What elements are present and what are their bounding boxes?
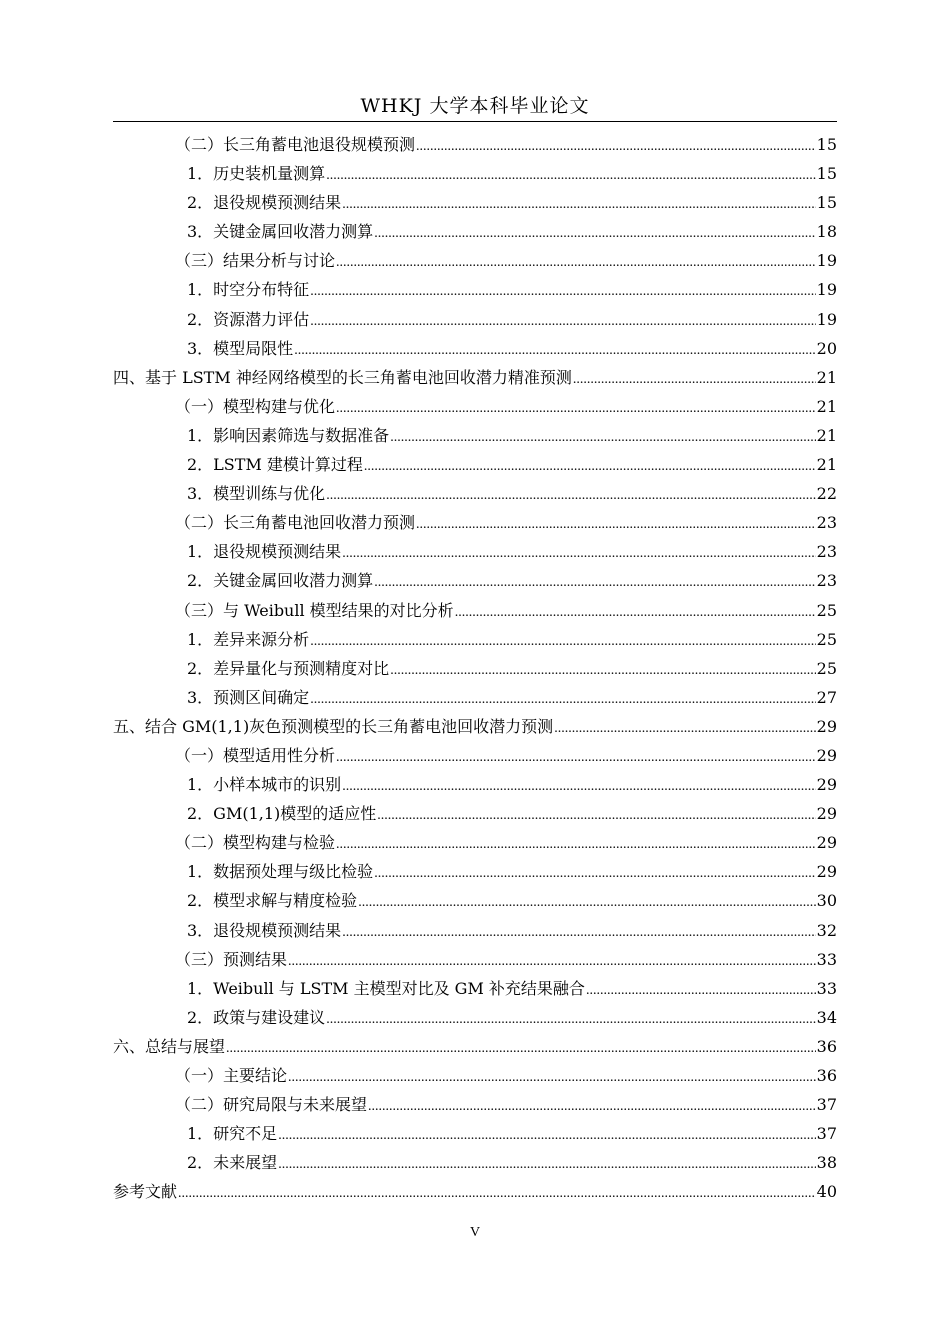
toc-entry[interactable] [113, 366, 837, 395]
toc-entry[interactable] [113, 1064, 837, 1093]
toc-entry-label: 1．Weibull 与 LSTM 主模型对比及 GM 补充结果融合 [187, 978, 585, 998]
toc-entry-label: 2．GM(1,1)模型的适应性 [187, 804, 377, 824]
toc-entry-page: 37 [816, 1095, 837, 1115]
toc-entry[interactable] [113, 802, 837, 831]
toc-entry-page: 19 [816, 251, 837, 271]
toc-entry[interactable] [113, 1122, 837, 1151]
page-number: V [469, 1225, 481, 1240]
toc-entry[interactable] [113, 1035, 837, 1064]
dot-leader [455, 601, 816, 625]
toc-entry[interactable] [113, 278, 837, 307]
toc-entry[interactable] [113, 337, 837, 366]
toc-entry[interactable] [113, 657, 837, 686]
toc-entry-label: （二）模型构建与检验 [175, 833, 336, 853]
dot-leader [364, 455, 816, 479]
toc-entry-page: 15 [816, 193, 837, 213]
toc-entry[interactable] [113, 482, 837, 511]
toc-entry-page: 25 [816, 629, 837, 649]
dot-leader [278, 1153, 815, 1177]
toc-entry-label: 五、结合 GM(1,1)灰色预测模型的长三角蓄电池回收潜力预测 [113, 716, 554, 736]
toc-entry[interactable] [113, 1006, 837, 1035]
dot-leader [226, 1037, 816, 1061]
toc-entry-page: 22 [816, 484, 837, 504]
toc-entry-label: 2．政策与建设建议 [187, 1007, 326, 1027]
dot-leader [374, 862, 815, 886]
dot-leader [573, 368, 816, 392]
toc-entry[interactable] [113, 889, 837, 918]
dot-leader [178, 1182, 816, 1206]
toc-entry-page: 29 [816, 833, 837, 853]
toc-entry[interactable] [113, 395, 837, 424]
dot-leader [310, 310, 815, 334]
toc-entry-page: 36 [816, 1066, 837, 1085]
toc-entry-page: 18 [816, 222, 837, 242]
toc-entry-page: 27 [816, 687, 837, 707]
dot-leader [358, 891, 815, 915]
toc-entry-label: 1．历史装机量测算 [187, 164, 326, 184]
dot-leader [336, 833, 816, 857]
toc-entry[interactable] [113, 453, 837, 482]
toc-entry[interactable] [113, 599, 837, 628]
toc-entry-label: 2．资源潜力评估 [187, 309, 310, 329]
toc-entry[interactable] [113, 162, 837, 191]
toc-entry-label: （二）研究局限与未来展望 [175, 1095, 368, 1115]
running-header-title: WHKJ 大学本科毕业论文 [360, 95, 590, 117]
toc-entry[interactable] [113, 860, 837, 889]
toc-entry-label: （一）模型构建与优化 [175, 396, 336, 416]
toc-entry[interactable] [113, 948, 837, 977]
toc-entry[interactable] [113, 977, 837, 1006]
dot-leader [342, 921, 815, 945]
toc-entry-page: 19 [816, 309, 837, 329]
toc-entry-page: 33 [816, 978, 837, 998]
toc-entry-page: 23 [816, 542, 837, 562]
toc-entry-page: 21 [816, 367, 837, 387]
dot-leader [326, 164, 815, 188]
toc-entry-label: （二）长三角蓄电池退役规模预测 [175, 135, 416, 154]
toc-entry-label: 2．差异量化与预测精度对比 [187, 658, 390, 678]
toc-entry-label: 3．预测区间确定 [187, 687, 310, 707]
dot-leader [586, 979, 816, 1003]
toc-entry-page: 19 [816, 280, 837, 300]
toc-entry-page: 21 [816, 425, 837, 445]
toc-entry[interactable] [113, 1093, 837, 1122]
toc-entry-page: 21 [816, 396, 837, 416]
dot-leader [310, 688, 815, 712]
toc-entry-label: （二）长三角蓄电池回收潜力预测 [175, 513, 416, 533]
toc-entry-page: 34 [816, 1007, 837, 1027]
toc-entry-label: 2．LSTM 建模计算过程 [187, 455, 363, 475]
toc-entry-page: 29 [816, 745, 837, 765]
dot-leader [310, 630, 815, 654]
toc-entry-page: 36 [816, 1036, 837, 1056]
toc-entry-label: 1．小样本城市的识别 [187, 775, 342, 795]
toc-entry-label: 1．影响因素筛选与数据准备 [187, 425, 390, 445]
dot-leader [390, 659, 815, 683]
dot-leader [336, 397, 816, 421]
toc-entry-label: 3．模型训练与优化 [187, 484, 326, 504]
toc-entry-page: 23 [816, 571, 837, 591]
toc-entry[interactable] [113, 744, 837, 773]
toc-entry-page: 25 [816, 600, 837, 620]
toc-entry-label: 2．退役规模预测结果 [187, 193, 342, 213]
toc-entry-page: 23 [816, 513, 837, 533]
toc-entry[interactable] [113, 540, 837, 569]
toc-entry[interactable] [113, 133, 837, 162]
toc-entry-page: 15 [816, 164, 837, 184]
dot-leader [278, 1124, 815, 1148]
toc-entry[interactable] [113, 569, 837, 598]
toc-entry-page: 29 [816, 775, 837, 795]
toc-entry-page: 33 [816, 949, 837, 969]
toc-entry[interactable] [113, 424, 837, 453]
dot-leader [336, 251, 816, 275]
toc-entry-label: 1．数据预处理与级比检验 [187, 862, 374, 882]
toc-entry[interactable] [113, 773, 837, 802]
dot-leader [288, 950, 816, 974]
toc-entry[interactable] [113, 1151, 837, 1180]
dot-leader [416, 135, 816, 159]
toc-entry-label: （三）与 Weibull 模型结果的对比分析 [175, 600, 454, 620]
toc-entry[interactable] [113, 308, 837, 337]
toc-entry-page: 29 [816, 716, 837, 736]
toc-entry-label: （一）主要结论 [175, 1066, 288, 1085]
dot-leader [288, 1066, 816, 1090]
dot-leader [416, 513, 816, 537]
toc-entry-label: 参考文献 [113, 1182, 178, 1202]
toc-entry-page: 37 [816, 1124, 837, 1144]
header-divider [113, 121, 837, 122]
dot-leader [374, 222, 815, 246]
toc-entry[interactable] [113, 220, 837, 249]
dot-leader [377, 804, 815, 828]
toc-entry-page: 29 [816, 862, 837, 882]
dot-leader [390, 426, 815, 450]
toc-entry-label: 1．退役规模预测结果 [187, 542, 342, 562]
toc-entry-page: 40 [816, 1182, 837, 1202]
dot-leader [368, 1095, 816, 1119]
toc-entry-page: 32 [816, 920, 837, 940]
dot-leader [326, 484, 815, 508]
toc-entry-label: （三）结果分析与讨论 [175, 251, 336, 271]
toc-entry-page: 21 [816, 455, 837, 475]
toc-entry-label: （一）模型适用性分析 [175, 745, 336, 765]
dot-leader [294, 339, 815, 363]
dot-leader [310, 280, 815, 304]
toc-entry[interactable] [113, 686, 837, 715]
toc-entry[interactable] [113, 191, 837, 220]
toc-entry[interactable] [113, 1180, 837, 1209]
toc-entry-label: 2．未来展望 [187, 1153, 278, 1173]
toc-entry[interactable] [113, 715, 837, 744]
toc-entry[interactable] [113, 249, 837, 278]
dot-leader [342, 775, 815, 799]
toc-entry-label: 3．模型局限性 [187, 338, 294, 358]
dot-leader [326, 1008, 815, 1032]
toc-entry-page: 30 [816, 891, 837, 911]
toc-entry-label: 3．退役规模预测结果 [187, 920, 342, 940]
toc-entry[interactable] [113, 831, 837, 860]
toc-entry-label: 1．时空分布特征 [187, 280, 310, 300]
toc-entry[interactable] [113, 919, 837, 948]
toc-entry-label: 2．模型求解与精度检验 [187, 891, 358, 911]
dot-leader [342, 193, 815, 217]
toc-entry-page: 15 [816, 135, 837, 154]
toc-entry-label: 2．关键金属回收潜力测算 [187, 571, 374, 591]
toc-entry-label: （三）预测结果 [175, 949, 288, 969]
toc-entry-page: 38 [816, 1153, 837, 1173]
toc-entry-label: 六、总结与展望 [113, 1036, 226, 1056]
dot-leader [374, 571, 815, 595]
toc-entry-label: 四、基于 LSTM 神经网络模型的长三角蓄电池回收潜力精准预测 [113, 367, 572, 387]
toc-entry-page: 29 [816, 804, 837, 824]
table-of-contents [113, 133, 837, 1209]
dot-leader [554, 717, 815, 741]
toc-entry[interactable] [113, 628, 837, 657]
toc-entry-label: 1．差异来源分析 [187, 629, 310, 649]
dot-leader [342, 542, 815, 566]
toc-entry-page: 25 [816, 658, 837, 678]
dot-leader [336, 746, 816, 770]
toc-entry-page: 20 [816, 338, 837, 358]
toc-entry[interactable] [113, 511, 837, 540]
toc-entry-label: 1．研究不足 [187, 1124, 278, 1144]
toc-entry-label: 3．关键金属回收潜力测算 [187, 222, 374, 242]
